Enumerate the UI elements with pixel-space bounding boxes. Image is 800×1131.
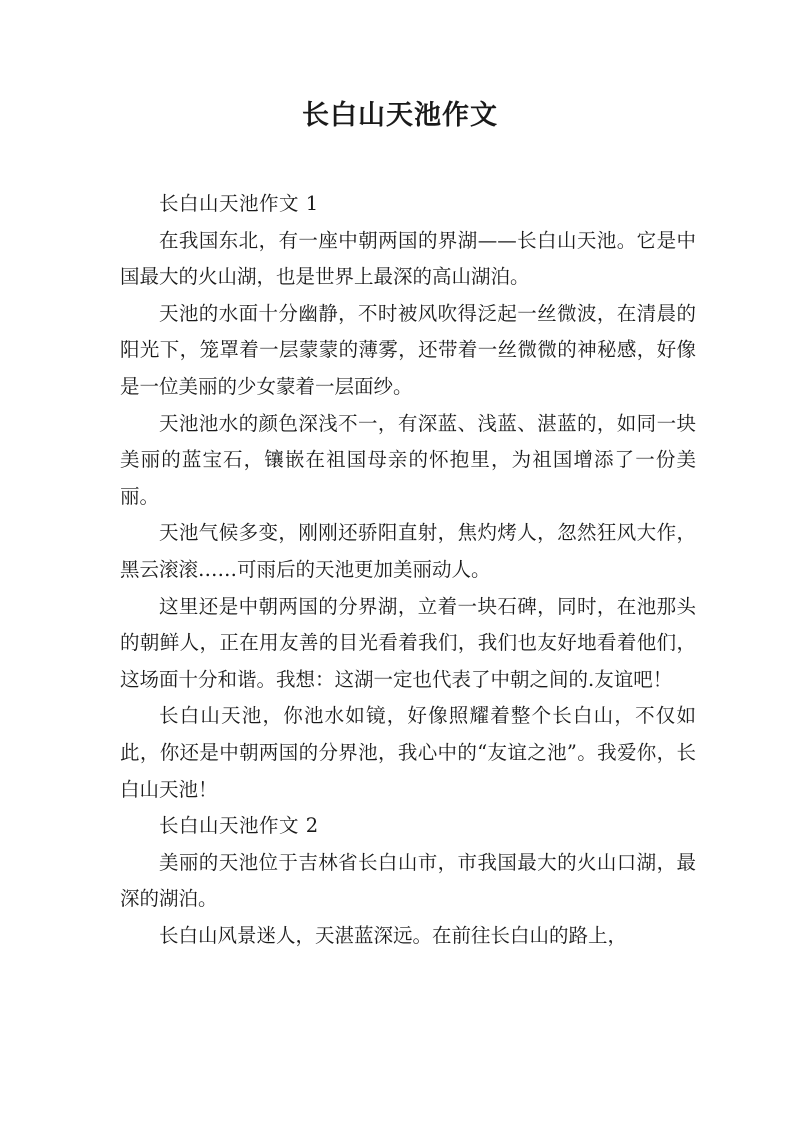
essay-heading: 长白山天池作文 2 <box>159 814 319 838</box>
document-body <box>120 186 696 954</box>
essay-heading: 长白山天池作文 1 <box>159 192 319 215</box>
body-paragraph: 在我国东北，有一座中朝两国的界湖——长白山天池。它是中国最大的火山湖，也是世界上最深的高山湖泊。 <box>120 228 696 289</box>
body-paragraph: 天池池水的颜色深浅不一，有深蓝、浅蓝、湛蓝的，如同一块美丽的蓝宝石，镶嵌在祖国母亲的怀抱里，为祖国增添了一份美丽。 <box>120 411 696 508</box>
body-paragraph: 长白山风景迷人，天湛蓝深远。在前往长白山的路上， <box>159 923 628 947</box>
body-paragraph: 长白山天池，你池水如镜，好像照耀着整个长白山，不仅如此，你还是中朝两国的分界池，我心中的“友谊之池”。我爱你，长白山天池！ <box>120 704 696 801</box>
body-paragraph: 这里还是中朝两国的分界湖，立着一块石碑，同时，在池那头的朝鲜人，正在用友善的目光看着我们，我们也友好地看着他们，这场面十分和谐。我想：这湖一定也代表了中朝之间的.友谊吧！ <box>120 594 696 691</box>
body-paragraph: 天池的水面十分幽静，不时被风吹得泛起一丝微波，在清晨的阳光下，笼罩着一层蒙蒙的薄雾，还带着一丝微微的神秘感，好像是一位美丽的少女蒙着一层面纱。 <box>120 301 696 398</box>
body-paragraph: 美丽的天池位于吉林省长白山市，市我国最大的火山口湖，最深的湖泊。 <box>120 850 696 911</box>
body-paragraph: 天池气候多变，刚刚还骄阳直射，焦灼烤人，忽然狂风大作，黑云滚滚……可雨后的天池更加美丽动人。 <box>120 521 696 581</box>
document-title: 长白山天池作文 <box>302 100 498 131</box>
